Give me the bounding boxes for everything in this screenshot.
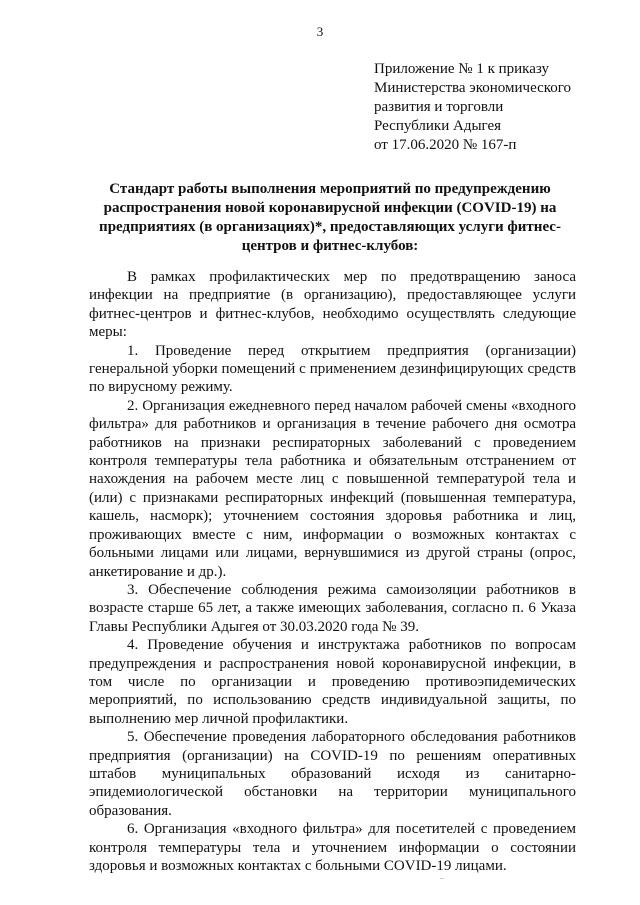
appendix-line: Министерства экономического — [374, 80, 572, 96]
appendix-line: Республики Адыгея — [374, 118, 502, 134]
scan-speck — [440, 878, 444, 879]
page-number: 3 — [316, 24, 324, 39]
list-item: 5. Обеспечение проведения лабораторного обследования работников предприятия (организации) на COVID-19 по решениям оперативных штабов муниципальных образований исходя из санитарно-эпидемиологической обстановки на территории муниципального образования. — [89, 729, 576, 819]
list-item: 3. Обеспечение соблюдения режима самоизоляции работников в возрасте старше 65 лет, а также имеющих заболевания, согласно п. 6 Указа Главы Республики Адыгея от 30.03.2020 года № 39. — [89, 581, 576, 635]
list-item: 6. Организация «входного фильтра» для посетителей с проведением контроля температуры тела и уточнением информации о состоянии здоровья и возможных контактах с больными COVID-19 лицами. — [89, 821, 576, 874]
title-line: распространения новой коронавирусной инфекции (COVID-19) на — [103, 200, 557, 216]
document-body — [89, 268, 576, 875]
document-title — [80, 180, 580, 256]
title-line: центров и фитнес-клубов: — [241, 238, 419, 254]
title-line: предприятиях (в организациях)*, предоставляющих услуги фитнес- — [99, 219, 561, 235]
appendix-line: развития и торговли — [374, 99, 504, 115]
appendix-header — [374, 60, 614, 155]
list-item: 1. Проведение перед открытием предприятия (организации) генеральной уборки помещений с применением дезинфицирующих средств по вирусному режиму. — [89, 342, 576, 396]
appendix-line: Приложение № 1 к приказу — [374, 61, 549, 77]
intro-paragraph: В рамках профилактических мер по предотвращению заноса инфекции на предприятие (в организацию), предоставляющее услуги фитнес-центров и фитнес-клубов, необходимо осуществлять следующие меры: — [89, 269, 576, 341]
appendix-line: от 17.06.2020 № 167-п — [374, 137, 517, 153]
list-item: 4. Проведение обучения и инструктажа работников по вопросам предупреждения и распространения новой коронавирусной инфекции, в том числе по организации и проведению противоэпидемических мероприятий, по использованию средств индивидуальной защиты, по выполнению мер личной профилактики. — [89, 637, 576, 727]
list-item: 2. Организация ежедневного перед началом рабочей смены «входного фильтра» для работников и организация в течение рабочего дня осмотра работников на признаки респираторных заболеваний с проведением контроля температуры тела работника и обязательным отстранением от нахождения на рабочем месте лиц с повышенной температурой тела и (или) с признаками респираторных инфекций (повышенная температура, кашель, насморк); уточнением состояния здоровья работника и лиц, проживающих вместе с ним, информации о возможных контактах с больными лицами или лицами, вернувшимися из другой страны (опрос, анкетирование и др.). — [89, 397, 576, 580]
title-line: Стандарт работы выполнения мероприятий по предупреждению — [109, 181, 551, 197]
